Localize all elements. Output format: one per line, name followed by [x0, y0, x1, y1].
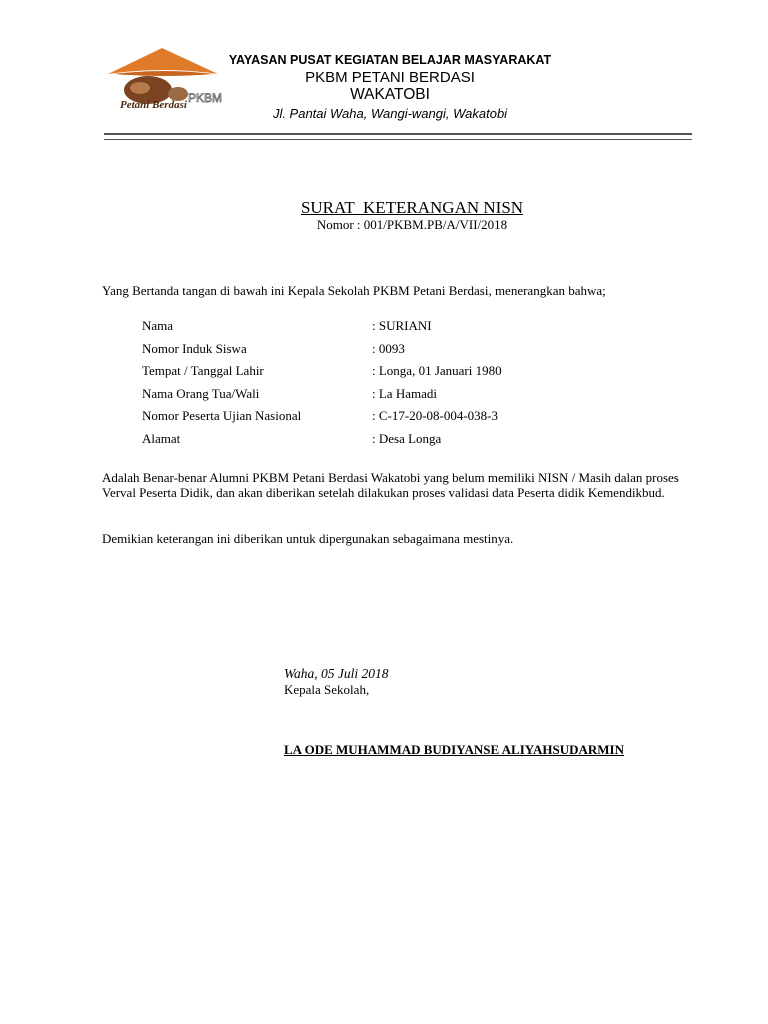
field-label: Nomor Peserta Ujian Nasional — [142, 408, 302, 423]
field-value: : SURIANI — [372, 318, 432, 333]
document-title: SURAT KETERANGAN NISN — [300, 198, 524, 217]
field-label: Alamat — [142, 430, 181, 446]
intro-paragraph: Yang Bertanda tangan di bawah ini Kepala Sekolah PKBM Petani Berdasi, menerangkan bahwa; — [102, 283, 606, 298]
field-label: Nomor Induk Siswa — [142, 340, 247, 356]
header-divider-thick — [104, 133, 692, 135]
signatory-name: LA ODE MUHAMMAD BUDIYANSE ALIYAHSUDARMIN — [284, 742, 624, 757]
field-label: Tempat / Tanggal Lahir — [142, 363, 264, 378]
field-label: Nama Orang Tua/Wali — [142, 385, 260, 401]
letterhead — [0, 0, 768, 150]
signature-place-date: Waha, 05 Juli 2018 — [284, 666, 389, 681]
closing-paragraph: Demikian keterangan ini diberikan untuk dipergunakan sebagaimana mestinya. — [102, 531, 514, 546]
org-address: Jl. Pantai Waha, Wangi-wangi, Wakatobi — [272, 106, 508, 121]
org-name: PKBM PETANI BERDASI — [305, 69, 475, 86]
document-number: Nomor : 001/PKBM.PB/A/VII/2018 — [316, 217, 508, 232]
svg-text:PKBM: PKBM — [188, 91, 222, 105]
field-value: : 0093 — [372, 340, 405, 356]
field-label: Nama — [142, 318, 174, 333]
foundation-name: YAYASAN PUSAT KEGIATAN BELAJAR MASYARAKAT — [228, 53, 552, 67]
signature-role: Kepala Sekolah, — [284, 682, 370, 697]
field-value: : Longa, 01 Januari 1980 — [372, 363, 502, 378]
field-value: : Desa Longa — [372, 430, 442, 446]
field-value: : La Hamadi — [372, 385, 437, 401]
field-value: : C-17-20-08-004-038-3 — [372, 408, 499, 423]
region-name: WAKATOBI — [350, 86, 430, 103]
header-divider-thin — [104, 139, 692, 140]
body-paragraph: Adalah Benar-benar Alumni PKBM Petani Berdasi Wakatobi yang belum memiliki NISN / Masih dalan proses Verval Peserta Didik, dan akan diberikan setelah dilakukan proses validasi data Peserta didik Kemendikbud. — [102, 470, 679, 500]
svg-text:Petani Berdasi: Petani Berdasi — [120, 99, 187, 111]
